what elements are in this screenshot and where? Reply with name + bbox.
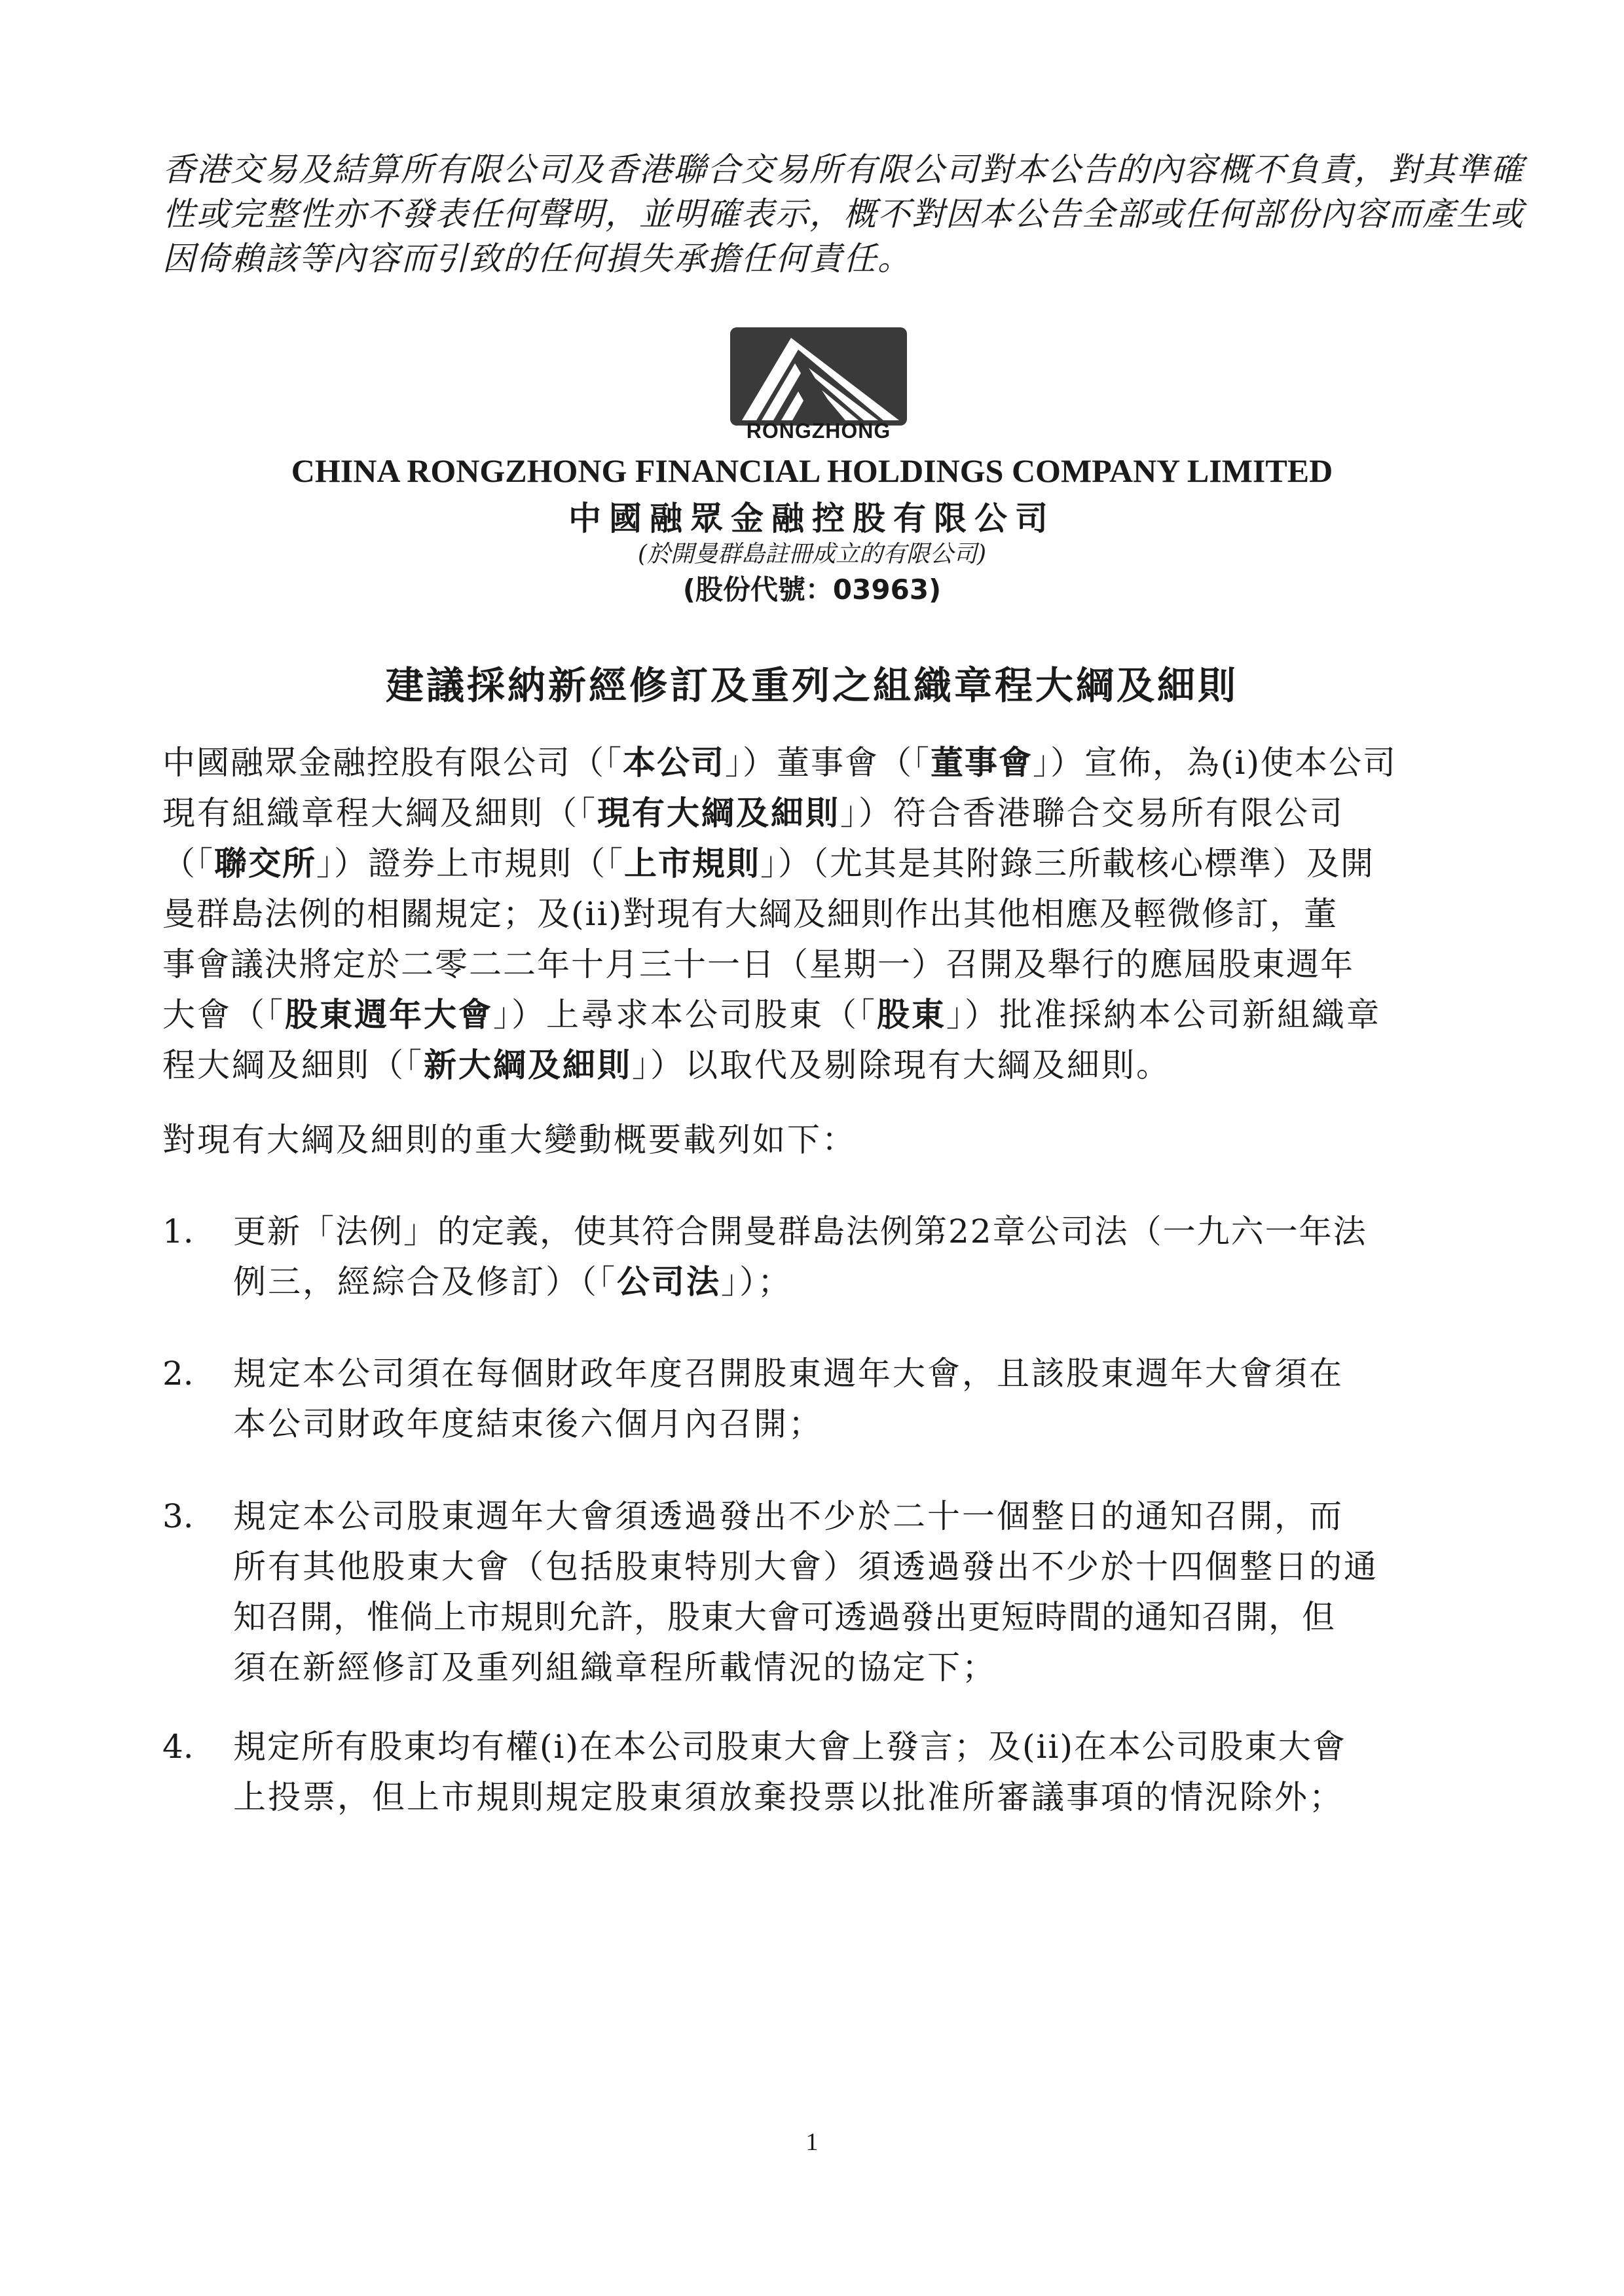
list-item-line: 規定本公司須在每個財政年度召開股東週年大會，且該股東週年大會須在: [233, 1355, 1344, 1393]
disclaimer: [162, 147, 1524, 281]
rongzhong-logo-icon: [730, 327, 907, 426]
list-item-number: 1.: [162, 1212, 194, 1250]
defined-term: 本公司: [623, 744, 725, 782]
defined-term: 聯交所: [214, 845, 316, 883]
paragraph-line: 對現有大綱及細則的重大變動概要載列如下：: [162, 1121, 857, 1159]
paragraph-line: 曼群島法例的相關規定；及(ii)對現有大綱及細則作出其他相應及輕微修訂，董: [162, 895, 1338, 933]
defined-term: 公司法: [617, 1263, 721, 1301]
disclaimer-line: 性或完整性亦不發表任何聲明，並明確表示，概不對因本公告全部或任何部份內容而產生或: [162, 195, 1524, 233]
list-item-line: 知召開，惟倘上市規則允許，股東大會可透過發出更短時間的通知召開，但: [233, 1598, 1335, 1636]
defined-term: 現有大綱及細則: [597, 794, 840, 832]
company-logo: [730, 327, 907, 443]
page-number: 1: [805, 2128, 819, 2156]
defined-term: 股東: [877, 996, 946, 1034]
announcement-title: 建議採納新經修訂及重列之組織章程大綱及細則: [385, 663, 1238, 708]
paragraph-line: （「聯交所」）證券上市規則（「上市規則」）（尤其是其附錄三所載核心標準）及開: [162, 845, 1375, 883]
company-name-chinese: 中國融眾金融控股有限公司: [568, 500, 1056, 538]
disclaimer-line: 香港交易及結算所有限公司及香港聯合交易所有限公司對本公告的內容概不負責，對其準確: [162, 151, 1524, 189]
list-item-line: 本公司財政年度結束後六個月內召開；: [233, 1405, 823, 1443]
defined-term: 上市規則: [624, 845, 760, 883]
list-item-number: 4.: [162, 1728, 194, 1766]
list-item-line: 例三，經綜合及修訂）（「公司法」）；: [233, 1263, 792, 1301]
stock-code: (股份代號：03963): [682, 574, 942, 606]
paragraph-line: 中國融眾金融控股有限公司（「本公司」）董事會（「董事會」）宣佈，為(i)使本公司: [162, 744, 1397, 782]
paragraph-line: 程大綱及細則（「新大綱及細則」）以取代及剔除現有大綱及細則。: [162, 1046, 1171, 1084]
summary-intro: [162, 1115, 1485, 1165]
paragraph-line: 事會議決將定於二零二二年十月三十一日（星期一）召開及舉行的應屆股東週年: [162, 945, 1354, 983]
paragraph-line: 大會（「股東週年大會」）上尋求本公司股東（「股東」）批准採納本公司新組織章: [162, 996, 1381, 1034]
list-item-line: 上投票，但上市規則規定股東須放棄投票以批准所審議事項的情況除外；: [233, 1778, 1344, 1816]
logo-text: RONGZHONG: [746, 419, 891, 443]
list-item-line: 更新「法例」的定義，使其符合開曼群島法例第22章公司法（一九六一年法: [233, 1212, 1367, 1250]
company-name-english: CHINA RONGZHONG FINANCIAL HOLDINGS COMPANY LIMITED: [291, 452, 1333, 489]
list-item-number: 2.: [162, 1355, 194, 1393]
paragraph-line: 現有組織章程大綱及細則（「現有大綱及細則」）符合香港聯合交易所有限公司: [162, 794, 1344, 832]
list-item-line: 規定所有股東均有權(i)在本公司股東大會上發言；及(ii)在本公司股東大會: [233, 1728, 1346, 1766]
list-item-line: 所有其他股東大會（包括股東特別大會）須透過發出不少於十四個整日的通: [233, 1548, 1378, 1586]
incorporation-note: (於開曼群島註冊成立的有限公司): [637, 541, 987, 568]
list-item-number: 3.: [162, 1497, 194, 1535]
disclaimer-line: 因倚賴該等內容而引致的任何損失承擔任何責任。: [162, 240, 912, 278]
list-item-line: 須在新經修訂及重列組織章程所載情況的協定下；: [233, 1649, 997, 1686]
list-item-line: 規定本公司股東週年大會須透過發出不少於二十一個整日的通知召開，而: [233, 1497, 1344, 1535]
defined-term: 股東週年大會: [285, 996, 493, 1034]
defined-term: 董事會: [931, 744, 1033, 782]
defined-term: 新大綱及細則: [424, 1046, 632, 1084]
intro-paragraph: [162, 738, 1485, 1091]
